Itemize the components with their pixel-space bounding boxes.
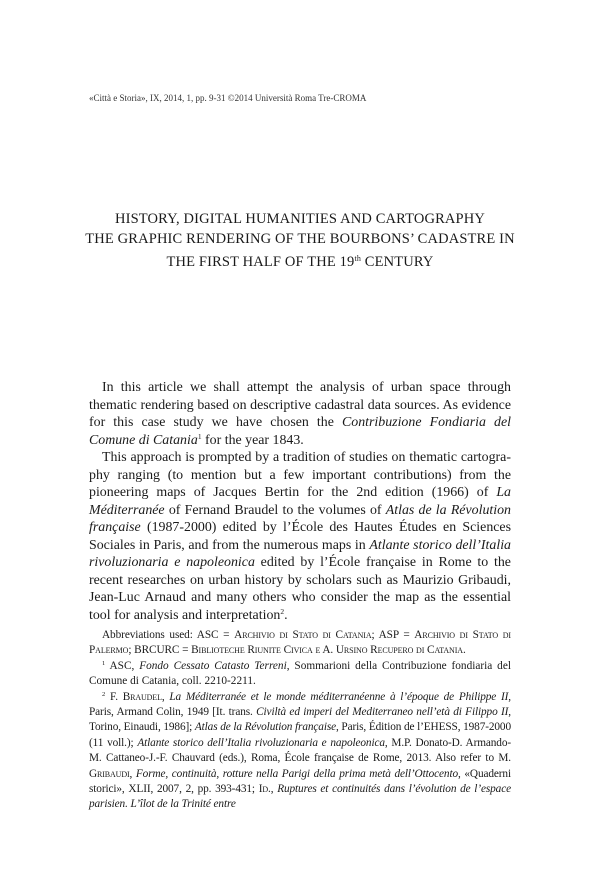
body-text — [89, 379, 511, 624]
footnote-2: $^2$ F. Braudel, La Méditerranée et le monde méditerranéenne à l’époque de Philippe II, Paris, Armand Colin, 1949 [It. trans. Civiltà ed imperi del Mediterraneo nell’età di Filippo II, Torino, Einaudi, 1986]; Atlas de la Révolution française, Paris, Édition de l’EHESS, 1987-2000 (11 voll.); Atlante storico dell’Italia rivoluzionaria e napoleonica, M.P. Donato-D. Armando-M. Cattaneo-J.-F. Chauvard (eds.), Roma, École française de Rome, 2013. Also refer to M. Gribaudi, Forme, continuità, rotture nella Parigi della prima metà dell’Ottocento, «Quaderni storici», XLII, 2007, 2, pp. 393-431; Id., Ruptures et continuités dans l’évolution de l’espace parisien. L’îlot de la Trinité entre — [89, 690, 512, 811]
footnote-number: 2 — [102, 690, 106, 698]
title-superscript: th — [354, 254, 361, 263]
paragraph-1: In this article we shall attempt the analysis of urban space through thematic rendering based on descriptive cadastral data sources. As evidence for this case study we have chosen the Contribuzione Fondiaria del Comune di Catania$^1$ for the year 1843. — [89, 380, 511, 448]
abbreviations-note: Abbreviations used: ASC = Archivio di Stato di Catania; ASP = Archivio di Stato di Palermo; BRCURC = Biblioteche Riunite Civica e A. Ursino Recupero di Catania. — [89, 629, 511, 657]
footnotes — [89, 628, 511, 813]
footnote-ref-2[interactable]: 2 — [280, 606, 285, 616]
footnote-ref-1[interactable]: 1 — [197, 431, 202, 441]
title-line-1: HISTORY, DIGITAL HUMANITIES AND CARTOGRAPHY — [114, 211, 486, 227]
title-line-2: THE GRAPHIC RENDERING OF THE BOURBONS’ CADASTRE IN — [85, 231, 515, 247]
footnote-number: 1 — [102, 659, 106, 667]
journal-header: «Città e Storia», IX, 2014, 1, pp. 9-31 ©2014 Università Roma Tre-CROMA — [89, 93, 367, 103]
article-title — [70, 209, 530, 272]
title-line-3: THE FIRST HALF OF THE 19th CENTURY — [166, 254, 434, 270]
paragraph-2: This approach is prompted by a tradition of studies on thematic cartography ranging (to mention but a few important contributions) from the pioneering maps of Jacques Bertin for the 2nd edition (1966) of La Méditerranée of Fernand Braudel to the volumes of Atlas de la Révolution française (1987-2000) edited by l’École des Hautes Études en Sciences Sociales in Paris, and from the numerous maps in Atlante storico dell’Italia rivoluzionaria e napoleonica edited by l’École française in Rome to the recent researches on urban history by scholars such as Maurizio Gribaudi, Jean-Luc Arnaud and many others who consider the map as the essential tool for analysis and interpretation$^2$. — [89, 450, 511, 623]
footnote-1: $^1$ ASC, Fondo Cessato Catasto Terreni, Sommarioni della Contribuzione fondiaria del Comune di Catania, coll. 2210-2211. — [89, 659, 511, 688]
